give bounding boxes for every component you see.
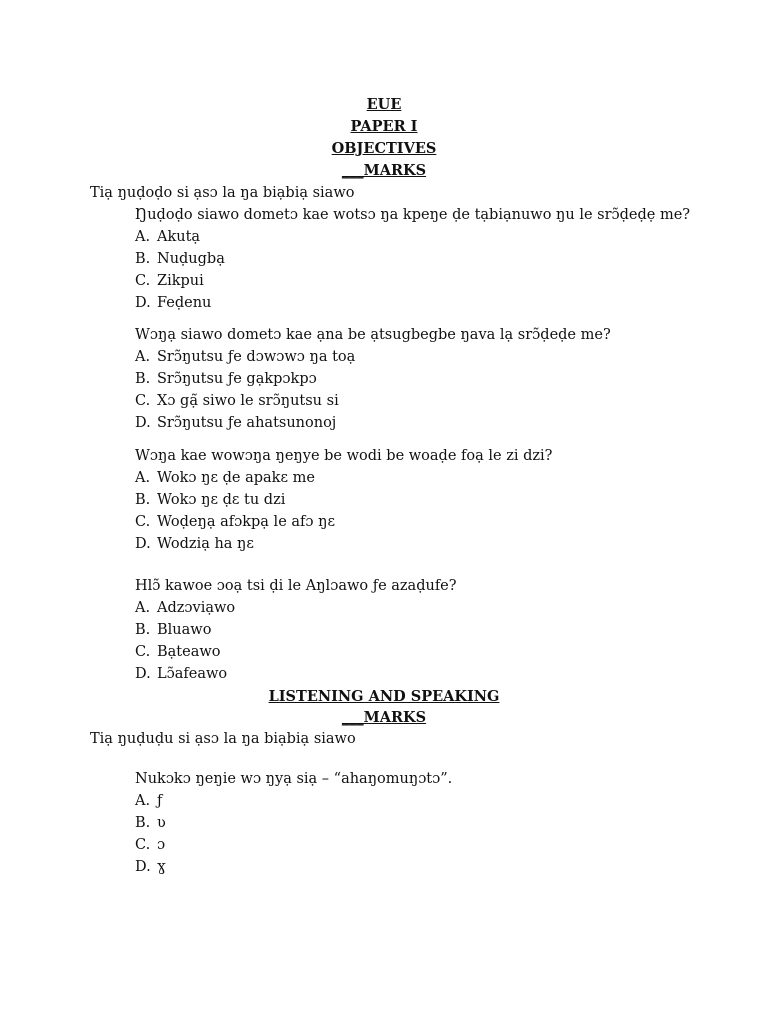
option-3d: D. Wodziạ ha ŋɛ <box>135 536 254 552</box>
option-4c: C. Bạteawo <box>135 644 221 660</box>
subject-title: EUE <box>366 96 402 113</box>
option-4a: A. Adzɔviạwo <box>135 600 236 616</box>
option-1a: A. Akutạ <box>135 229 201 245</box>
option-5a: A. ƒ <box>135 793 163 809</box>
option-3a: A. Wokɔ ŋɛ ḍe apakɛ me <box>135 470 315 486</box>
marks-label: ___MARKS <box>341 162 427 179</box>
section2-marks: ___MARKS <box>341 709 427 726</box>
option-2d: D. Srɔ̃ŋutsu ƒe ahatsunonoj <box>135 415 337 431</box>
question-2: Wɔŋạ siawo dometɔ kae ạna be ạtsugbegbe ŋava lạ srɔ̃ḍeḍe me? <box>135 327 611 343</box>
section-title: OBJECTIVES <box>331 140 437 157</box>
question-3: Wɔŋa kae wowɔŋa ŋeŋye be wodi be woaḍe foạ le zi dzi? <box>135 448 553 464</box>
option-2c: C. Xɔ gạ̃ siwo le srɔ̃ŋutsu si <box>135 393 339 409</box>
option-1b: B. Nuḍugbạ <box>135 251 225 267</box>
option-1d: D. Feḍenu <box>135 295 212 311</box>
option-5b: B. ʋ <box>135 815 166 831</box>
question-4: Hlɔ̃ kawoe ɔoạ tsi ḍi le Aŋlɔawo ƒe azaḍufe? <box>135 578 457 594</box>
instruction: Tiạ ŋuḍoḍo si ạsɔ la ŋa biạbiạ siawo <box>90 185 355 201</box>
section2-instruction: Tiạ ŋuḍuḍu si ạsɔ la ŋa biạbiạ siawo <box>90 731 356 747</box>
option-5d: D. ɣ <box>135 859 166 875</box>
option-4b: B. Bluawo <box>135 622 212 638</box>
option-2b: B. Srɔ̃ŋutsu ƒe gạkpɔkpɔ <box>135 371 317 387</box>
option-4d: D. Lɔ̃afeawo <box>135 666 228 682</box>
section2-title: LISTENING AND SPEAKING <box>268 688 500 705</box>
question-5: Nukɔkɔ ŋeŋie wɔ ŋyạ siạ – “ahaŋomuŋɔtɔ”. <box>135 771 453 787</box>
option-5c: C. ɔ <box>135 837 166 853</box>
option-3c: C. Woḍeŋạ afɔkpạ le afɔ ŋɛ <box>135 514 335 530</box>
option-2a: A. Srɔ̃ŋutsu ƒe dɔwɔwɔ ŋa toạ <box>135 349 356 365</box>
option-1c: C. Zikpui <box>135 273 204 289</box>
option-3b: B. Wokɔ ŋɛ ḍɛ tu dzi <box>135 492 286 508</box>
paper-title: PAPER I <box>350 118 418 135</box>
question-1: Ŋuḍoḍo siawo dometɔ kae wotsɔ ŋa kpeŋe ḍe tạbiạnuwo ŋu le srɔ̃ḍeḍẹ me? <box>135 207 691 223</box>
